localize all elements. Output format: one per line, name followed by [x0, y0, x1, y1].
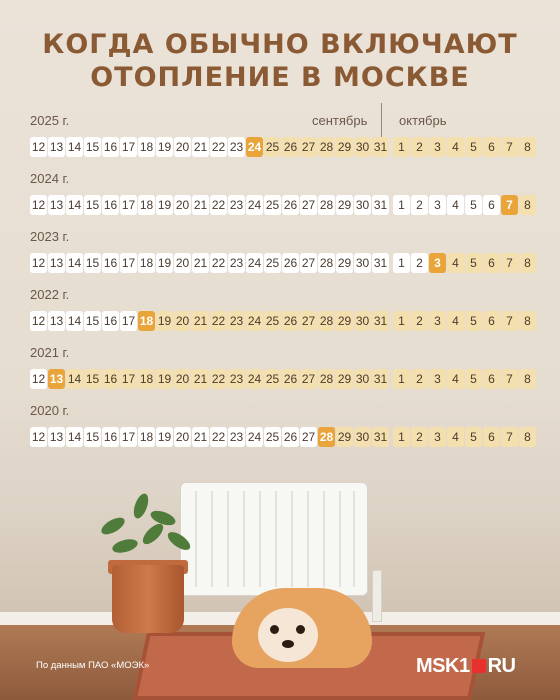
day-cell: 5	[465, 253, 482, 273]
day-cell: 31	[372, 369, 389, 389]
day-cell: 2	[411, 137, 428, 157]
day-cell: 13	[48, 311, 65, 331]
day-cell: 27	[300, 137, 317, 157]
day-cell: 12	[30, 195, 47, 215]
day-cell: 17	[120, 311, 137, 331]
day-cell: 28	[318, 195, 335, 215]
day-cell: 18	[138, 137, 155, 157]
day-cell: 2	[411, 369, 428, 389]
day-cell: 2	[411, 427, 428, 447]
day-cell: 16	[102, 137, 119, 157]
day-cell: 26	[282, 311, 299, 331]
day-cell: 13	[48, 427, 65, 447]
day-cell: 17	[120, 137, 137, 157]
day-cell: 2	[411, 311, 428, 331]
day-cell: 22	[210, 427, 227, 447]
day-cell: 22	[210, 137, 227, 157]
day-cell: 12	[30, 137, 47, 157]
day-cell: 27	[300, 311, 317, 331]
day-cell: 25	[264, 195, 281, 215]
day-cell: 8	[519, 369, 536, 389]
year-label: 2021 г.	[30, 345, 70, 360]
day-cell: 21	[192, 195, 209, 215]
year-label: 2023 г.	[30, 229, 70, 244]
day-cell: 2	[411, 253, 428, 273]
chart-title	[0, 28, 560, 94]
day-cell: 22	[210, 369, 227, 389]
day-cell: 24	[246, 195, 263, 215]
day-cell: 29	[336, 427, 353, 447]
day-cell: 20	[174, 253, 191, 273]
day-cell: 6	[483, 195, 500, 215]
day-cell: 1	[393, 137, 410, 157]
day-cell: 21	[192, 369, 209, 389]
day-cell: 14	[66, 427, 83, 447]
day-cell: 3	[429, 369, 446, 389]
day-cell: 5	[465, 195, 482, 215]
day-cell: 15	[84, 427, 101, 447]
day-cell: 18	[138, 369, 155, 389]
day-cell: 6	[483, 137, 500, 157]
day-cell: 4	[447, 253, 464, 273]
day-cell: 24	[246, 427, 263, 447]
year-label: 2020 г.	[30, 403, 70, 418]
day-cell: 6	[483, 253, 500, 273]
month-divider	[381, 103, 382, 137]
day-cell: 3	[429, 427, 446, 447]
day-cell: 31	[372, 311, 389, 331]
heating-start-day: 13	[48, 369, 65, 389]
day-cell: 14	[66, 195, 83, 215]
day-cell: 27	[300, 427, 317, 447]
day-cell: 31	[372, 253, 389, 273]
day-cell: 26	[282, 427, 299, 447]
source-note: По данным ПАО «МОЭК»	[36, 660, 150, 671]
day-cell: 1	[393, 427, 410, 447]
day-cell: 1	[393, 195, 410, 215]
day-cell: 20	[174, 311, 191, 331]
day-cell: 8	[519, 137, 536, 157]
day-cell: 7	[501, 137, 518, 157]
title-line-2: ОТОПЛЕНИЕ В МОСКВЕ	[90, 62, 470, 93]
day-cell: 4	[447, 137, 464, 157]
day-cell: 29	[336, 137, 353, 157]
day-cell: 16	[102, 427, 119, 447]
day-cell: 24	[246, 311, 263, 331]
day-cell: 7	[501, 253, 518, 273]
day-cell: 5	[465, 427, 482, 447]
day-cell: 25	[264, 253, 281, 273]
heating-start-day: 3	[429, 253, 446, 273]
day-cell: 21	[192, 137, 209, 157]
radiator-valve	[372, 570, 382, 622]
day-cell: 4	[447, 311, 464, 331]
day-cell: 12	[30, 253, 47, 273]
day-cell: 30	[354, 311, 371, 331]
day-cell: 4	[447, 195, 464, 215]
day-cell: 8	[519, 311, 536, 331]
day-cell: 5	[465, 137, 482, 157]
day-cell: 20	[174, 427, 191, 447]
day-cell: 18	[138, 253, 155, 273]
heating-start-day: 7	[501, 195, 518, 215]
day-cell: 25	[264, 311, 281, 331]
title-line-1: КОГДА ОБЫЧНО ВКЛЮЧАЮТ	[42, 29, 518, 60]
day-cell: 31	[372, 137, 389, 157]
day-cell: 14	[66, 369, 83, 389]
day-cell: 19	[156, 137, 173, 157]
heating-start-day: 18	[138, 311, 155, 331]
day-cell: 26	[282, 369, 299, 389]
day-cell: 23	[228, 311, 245, 331]
day-cell: 6	[483, 427, 500, 447]
day-cell: 29	[336, 195, 353, 215]
day-cell: 6	[483, 369, 500, 389]
day-cell: 23	[228, 427, 245, 447]
day-cell: 21	[192, 427, 209, 447]
year-label: 2025 г.	[30, 113, 70, 128]
day-cell: 24	[246, 253, 263, 273]
day-cell: 21	[192, 253, 209, 273]
day-cell: 20	[174, 137, 191, 157]
day-cell: 22	[210, 253, 227, 273]
day-cell: 15	[84, 253, 101, 273]
day-cell: 13	[48, 195, 65, 215]
day-cell: 19	[156, 195, 173, 215]
day-cell: 24	[246, 369, 263, 389]
day-cell: 8	[519, 427, 536, 447]
day-cell: 15	[84, 369, 101, 389]
day-cell: 5	[465, 369, 482, 389]
day-cell: 1	[393, 369, 410, 389]
day-cell: 22	[210, 311, 227, 331]
day-cell: 28	[318, 369, 335, 389]
day-cell: 29	[336, 253, 353, 273]
day-cell: 31	[372, 427, 389, 447]
day-cell: 20	[174, 369, 191, 389]
day-cell: 18	[138, 427, 155, 447]
day-cell: 5	[465, 311, 482, 331]
day-cell: 27	[300, 195, 317, 215]
day-cell: 19	[156, 369, 173, 389]
day-cell: 30	[354, 195, 371, 215]
day-cell: 16	[102, 311, 119, 331]
day-cell: 8	[519, 253, 536, 273]
logo-mark-icon	[472, 659, 486, 673]
day-cell: 22	[210, 195, 227, 215]
day-cell: 26	[282, 195, 299, 215]
day-cell: 14	[66, 311, 83, 331]
day-cell: 7	[501, 369, 518, 389]
day-cell: 23	[228, 137, 245, 157]
day-cell: 18	[138, 195, 155, 215]
day-cell: 28	[318, 311, 335, 331]
day-cell: 30	[354, 369, 371, 389]
day-cell: 28	[318, 137, 335, 157]
day-cell: 17	[120, 253, 137, 273]
day-cell: 23	[228, 253, 245, 273]
day-cell: 25	[264, 369, 281, 389]
day-cell: 19	[156, 311, 173, 331]
day-cell: 16	[102, 195, 119, 215]
day-cell: 3	[429, 137, 446, 157]
day-cell: 13	[48, 137, 65, 157]
month-label-october: октябрь	[399, 113, 447, 128]
day-cell: 4	[447, 369, 464, 389]
day-cell: 16	[102, 369, 119, 389]
day-cell: 8	[519, 195, 536, 215]
day-cell: 19	[156, 427, 173, 447]
day-cell: 26	[282, 137, 299, 157]
day-cell: 7	[501, 311, 518, 331]
day-cell: 6	[483, 311, 500, 331]
day-cell: 30	[354, 253, 371, 273]
day-cell: 25	[264, 427, 281, 447]
day-cell: 4	[447, 427, 464, 447]
day-cell: 17	[120, 369, 137, 389]
day-cell: 26	[282, 253, 299, 273]
day-cell: 3	[429, 195, 446, 215]
day-cell: 13	[48, 253, 65, 273]
day-cell: 30	[354, 137, 371, 157]
day-cell: 14	[66, 253, 83, 273]
day-cell: 25	[264, 137, 281, 157]
radiator-image	[180, 482, 368, 596]
day-cell: 31	[372, 195, 389, 215]
day-cell: 12	[30, 369, 47, 389]
day-cell: 29	[336, 311, 353, 331]
day-cell: 17	[120, 427, 137, 447]
day-cell: 15	[84, 311, 101, 331]
day-cell: 7	[501, 427, 518, 447]
day-cell: 29	[336, 369, 353, 389]
day-cell: 1	[393, 311, 410, 331]
month-label-september: сентябрь	[312, 113, 368, 128]
day-cell: 12	[30, 427, 47, 447]
day-cell: 2	[411, 195, 428, 215]
day-cell: 16	[102, 253, 119, 273]
heating-start-day: 28	[318, 427, 335, 447]
year-label: 2024 г.	[30, 171, 70, 186]
day-cell: 20	[174, 195, 191, 215]
day-cell: 12	[30, 311, 47, 331]
day-cell: 27	[300, 253, 317, 273]
heating-start-day: 24	[246, 137, 263, 157]
day-cell: 1	[393, 253, 410, 273]
day-cell: 17	[120, 195, 137, 215]
day-cell: 27	[300, 369, 317, 389]
day-cell: 23	[228, 369, 245, 389]
day-cell: 28	[318, 253, 335, 273]
day-cell: 23	[228, 195, 245, 215]
day-cell: 3	[429, 311, 446, 331]
year-label: 2022 г.	[30, 287, 70, 302]
day-cell: 21	[192, 311, 209, 331]
day-cell: 15	[84, 195, 101, 215]
day-cell: 15	[84, 137, 101, 157]
msk1-logo: MSK1 RU	[416, 655, 516, 677]
day-cell: 14	[66, 137, 83, 157]
day-cell: 30	[354, 427, 371, 447]
day-cell: 19	[156, 253, 173, 273]
